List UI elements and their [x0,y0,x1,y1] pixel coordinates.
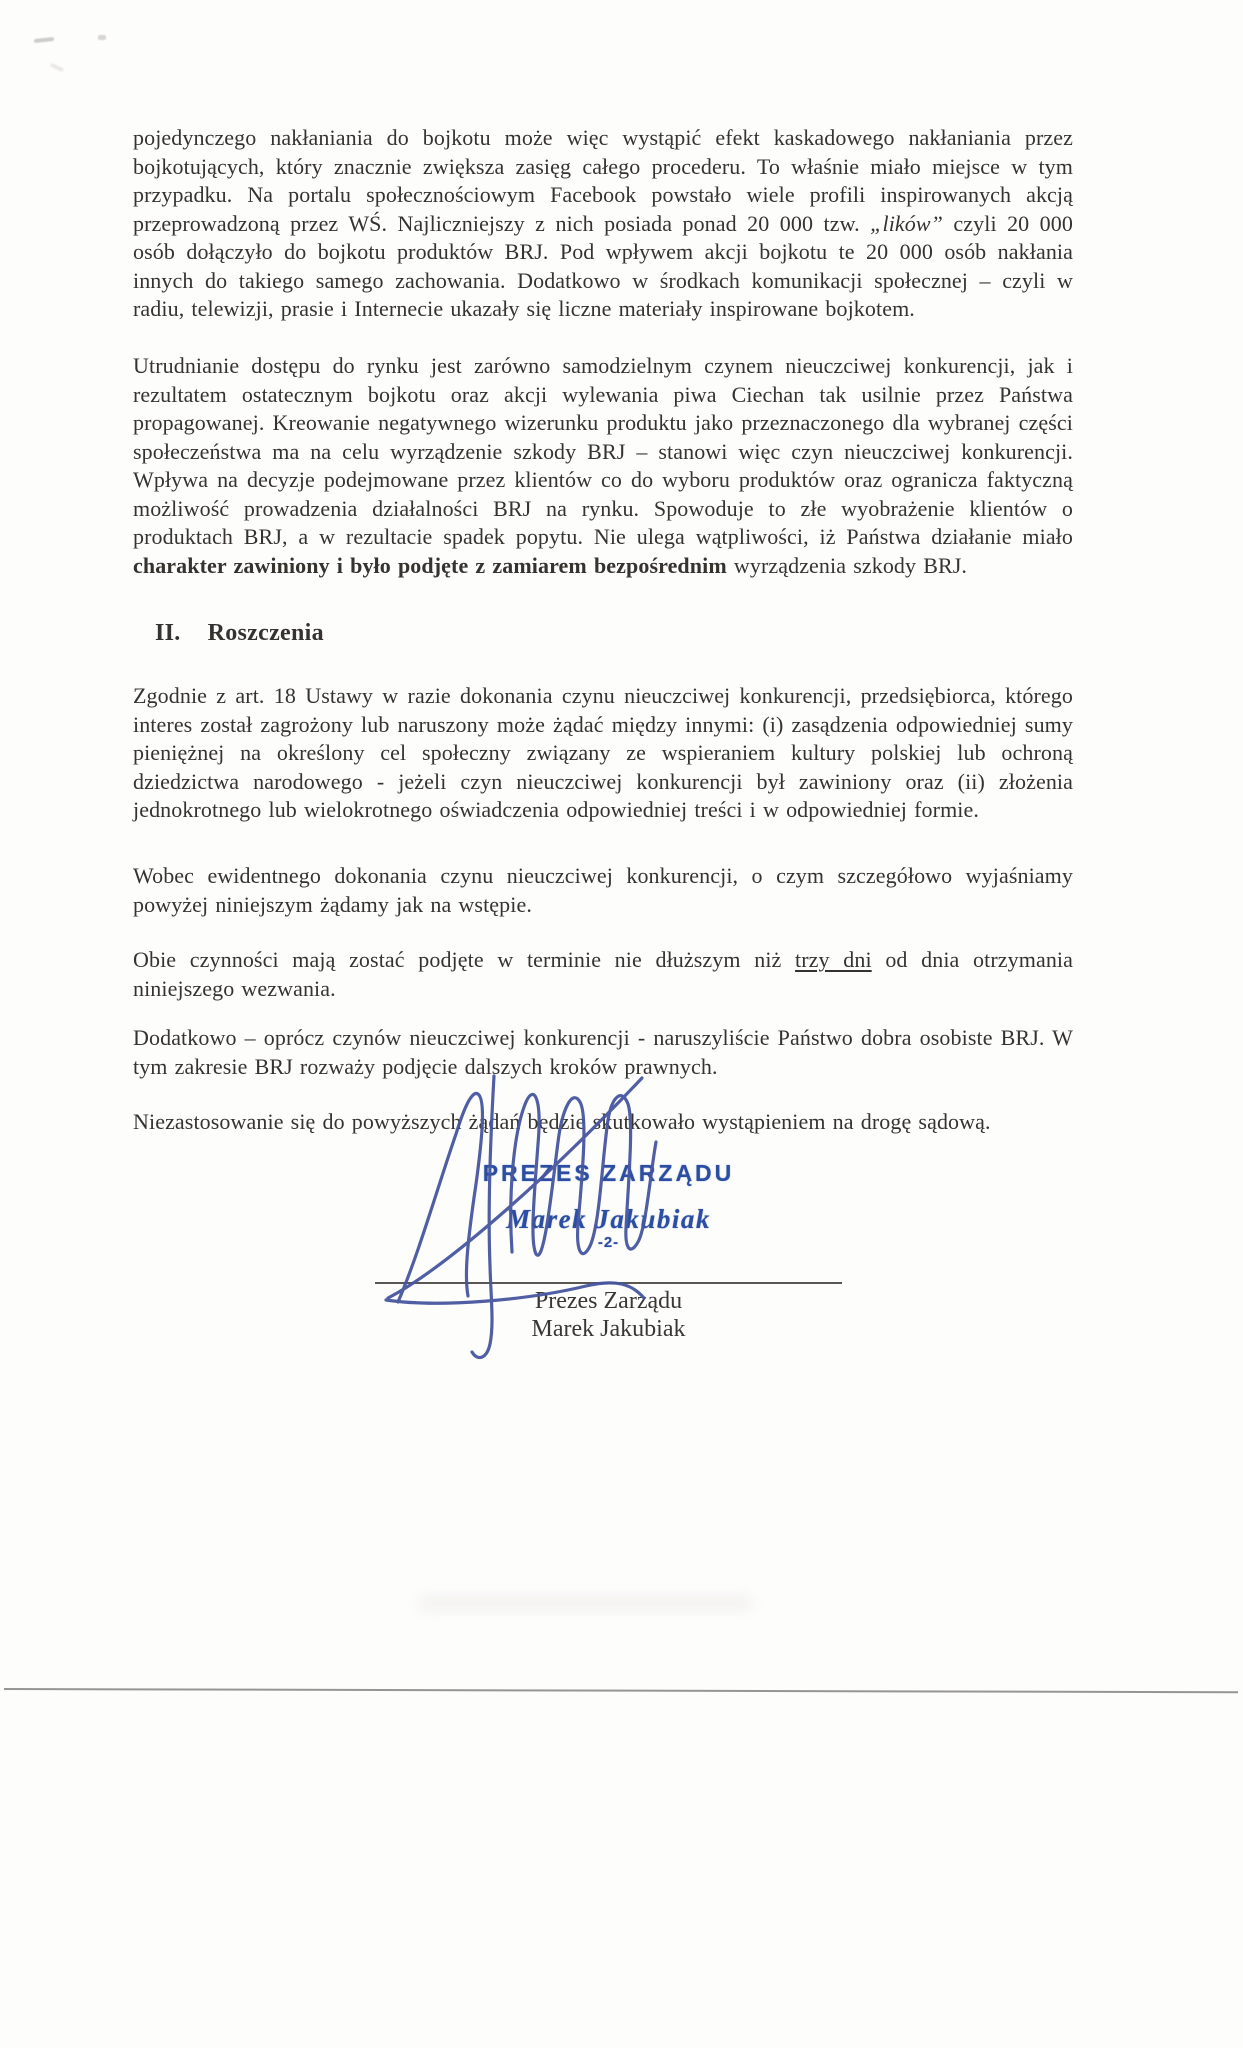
page-number-stamp: -2- [597,1234,620,1251]
stamp-role-text: PREZES ZARZĄDU [482,1160,735,1186]
scan-smudge [34,37,54,43]
paragraph-demand: Wobec ewidentnego dokonania czynu nieuczciwej konkurencji, o czym szczegółowo wyjaśniamy powyżej niniejszym żądamy jak na wstępie. [133,863,1073,917]
section-title: Roszczenia [207,620,324,646]
typed-signer-role: Prezes Zarządu [534,1288,683,1314]
paragraph-court-warning: Niezastosowanie się do powyższych żądań będzie skutkowało wystąpieniem na drogę sądową. [133,1109,991,1134]
stamp-name-text: Marek Jakubiak [506,1204,711,1234]
typed-signer-name: Marek Jakubiak [531,1316,686,1342]
paragraph-personal-rights: Dodatkowo – oprócz czynów nieuczciwej konkurencji - naruszyliście Państwo dobra osobiste BRJ. W tym zakresie BRJ rozważy podjęcie dalszych kroków prawnych. [133,1025,1073,1079]
page-fold-line [4,1688,1238,1693]
paragraph-legal-basis: Zgodnie z art. 18 Ustawy w razie dokonania czynu nieuczciwej konkurencji, przedsiębiorca, którego interes został zagrożony lub naruszony może żądać między innymi: (i) zasądzenia odpowiedniej sumy pieniężnej na określony cel społeczny związany ze wspieraniem kultury polskiej lub ochroną dziedzictwa narodowego - jeżeli czyn nieuczciwej konkurencji był zawiniony oraz (ii) złożenia jednokrotnego lub wielokrotnego oświadczenia odpowiedniej treści i w odpowiedniej formie. [133,683,1073,822]
paragraph-deadline: Obie czynności mają zostać podjęte w terminie nie dłuższym niż trzy dni od dnia otrzymania niniejszego wezwania. [133,947,1073,1001]
section-number: II. [155,620,181,646]
section-heading [155,620,324,647]
scan-smudge [420,1596,750,1610]
paragraph-boycott-cascade: pojedynczego nakłaniania do bojkotu może więc wystąpić efekt kaskadowego nakłaniania przez bojkotujących, który znacznie zwiększa zasięg całego procederu. To właśnie miało miejsce w tym przypadku. Na portalu społecznościowym Facebook powstało wiele profili inspirowanych akcją przeprowadzoną przez WŚ. Najliczniejszy z nich posiada ponad 20 000 tzw. „lików” czyli 20 000 osób dołączyło do bojkotu produktów BRJ. Pod wpływem akcji bojkotu te 20 000 osób nakłania innych do takiego samego zachowania. Dodatkowo w środkach komunikacji społecznej – czyli w radiu, telewizji, prasie i Internecie ukazały się liczne materiały inspirowane bojkotem. [133,125,1073,321]
paragraph-market-obstruction: Utrudnianie dostępu do rynku jest zarówno samodzielnym czynem nieuczciwej konkurencji, jak i rezultatem ostatecznym bojkotu oraz akcji wylewania piwa Ciechan tak usilnie przez Państwa propagowanej. Kreowanie negatywnego wizerunku produktu jako przeznaczonego dla wybranej części społeczeństwa ma na celu wyrządzenie szkody BRJ – stanowi więc czyn nieuczciwej konkurencji. Wpływa na decyzje podejmowane przez klientów co do wyboru produktów oraz ogranicza faktyczną możliwość prowadzenia działalności BRJ na rynku. Spowoduje to złe wyobrażenie klientów o produktach BRJ, a w rezultacie spadek popytu. Nie ulega wątpliwości, iż Państwa działanie miało charakter zawiniony i było podjęte z zamiarem bezpośrednim wyrządzenia szkody BRJ. [133,353,1073,578]
handwritten-signature [378,1056,678,1376]
scan-smudge [50,63,64,72]
scan-smudge [98,35,106,40]
